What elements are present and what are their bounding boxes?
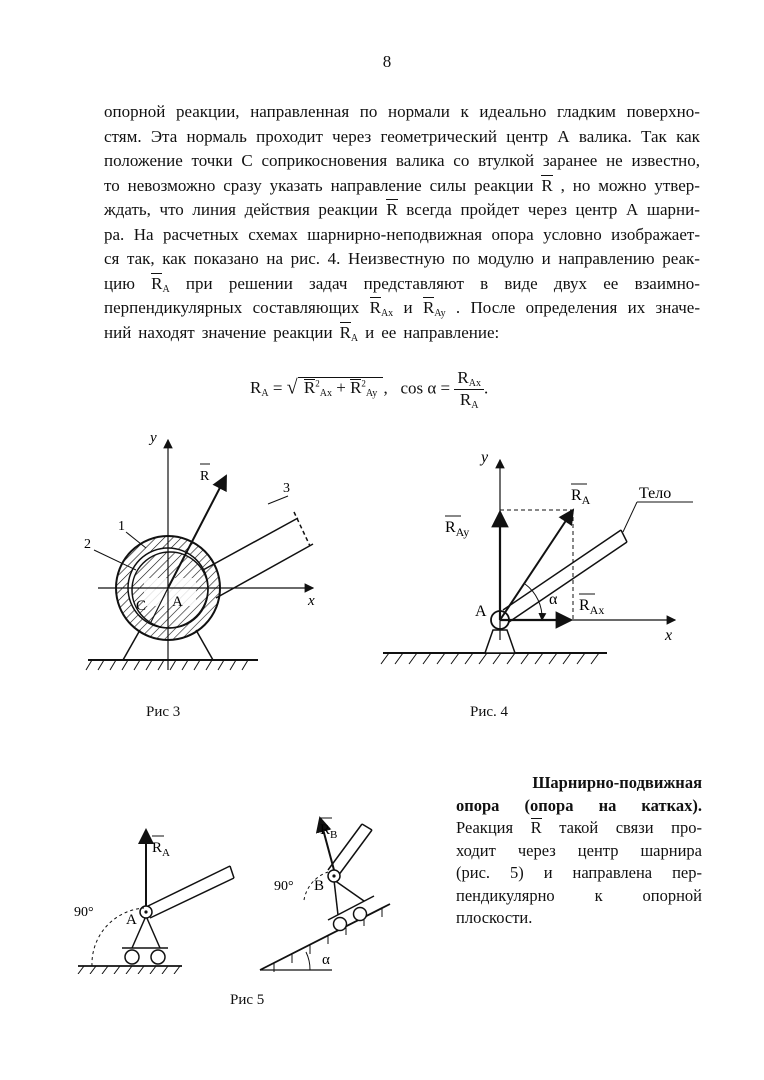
paragraph-line: опорной реакции, направленная по нормали к идеально гладким поверхно- bbox=[104, 102, 700, 121]
side-line: плоскости. bbox=[456, 908, 533, 927]
formula-separator: , bbox=[383, 378, 388, 398]
side-line: Реакция R такой связи про- bbox=[456, 817, 702, 840]
fig3-y-label: y bbox=[150, 430, 157, 446]
paragraph-line: ся так, как показано на рис. 4. Неизвестную по модулю и направлению реак- bbox=[104, 249, 700, 268]
formula-radicand: $R^2_{Ax} + R^2_{Ay}$ bbox=[298, 377, 384, 397]
fig4-y-label: y bbox=[481, 449, 489, 466]
paragraph-line: положение точки С соприкосновения валика со втулкой заранее не известно, bbox=[104, 151, 700, 170]
fig3-force-label: R bbox=[200, 469, 210, 484]
fig4-ray-label: $R_{Ay}$ bbox=[445, 519, 470, 539]
paragraph-line: ний находят значение реакции $R_A$ и ее направление: bbox=[104, 322, 500, 344]
formula-sqrt-sign: √ bbox=[286, 376, 298, 399]
fig5-rb-label: $R_B$ bbox=[320, 822, 338, 841]
fig5-angle-b: 90° bbox=[274, 879, 294, 894]
fig3-point-c: C bbox=[136, 598, 147, 614]
formula-lhs: $R_A$ bbox=[250, 378, 269, 400]
fig3-label-1: 1 bbox=[118, 519, 125, 534]
paragraph-line: перпендикулярных составляющих $R_{Ax}$ и $R_{Ay}$ . После определения их значе- bbox=[104, 298, 700, 319]
fig5-caption-text: Рис 5 bbox=[230, 992, 265, 1008]
paragraph-line: стям. Эта нормаль проходит через геометрический центр А валика. Так как bbox=[104, 126, 700, 146]
body-paragraph bbox=[104, 100, 700, 345]
side-line: (рис. 5) и направлена пер- bbox=[456, 863, 702, 882]
fig3-label-2: 2 bbox=[84, 537, 91, 552]
figure-4 bbox=[375, 440, 705, 680]
formula-fraction: $R_{Ax}$ $R_A$ bbox=[454, 368, 484, 411]
body-bar bbox=[503, 530, 627, 622]
reaction-formula bbox=[250, 368, 550, 418]
fig5-alpha: α bbox=[322, 952, 330, 968]
formula-eq: = bbox=[272, 378, 283, 398]
fig5-point-a: A bbox=[126, 912, 137, 928]
fig4-caption-text: Рис. 4 bbox=[470, 704, 509, 720]
fig3-point-a: A bbox=[172, 594, 183, 610]
side-line: Шарнирно-подвижная bbox=[532, 773, 702, 792]
fig3-label-3: 3 bbox=[283, 481, 290, 496]
fig4-rax-label: $R_{Ax}$ bbox=[579, 597, 605, 617]
formula-cos: cos α = bbox=[400, 378, 451, 398]
fig3-caption-text: Рис 3 bbox=[146, 704, 181, 720]
fig4-point-a: A bbox=[475, 603, 487, 620]
fig3-x-label: x bbox=[308, 593, 315, 609]
page-number: 8 bbox=[382, 52, 392, 71]
side-line: пендикулярно к опорной bbox=[456, 885, 702, 905]
fig5-angle-a: 90° bbox=[74, 905, 94, 920]
paragraph-line: ра. На расчетных схемах шарнирно-неподвижная опора условно изображает- bbox=[104, 224, 700, 244]
side-paragraph bbox=[456, 772, 702, 930]
fig4-body-label: Тело bbox=[639, 485, 672, 502]
paragraph-line: ждать, что линия действия реакции R всегда пройдет через центр А шарни- bbox=[104, 198, 700, 223]
fig4-x-label: x bbox=[665, 627, 673, 644]
side-line: ходит через центр шарнира bbox=[456, 840, 702, 860]
fig5-point-b: B bbox=[314, 878, 325, 894]
figure-5 bbox=[70, 804, 410, 974]
paragraph-line: то невозможно сразу указать направление силы реакции R , но можно утвер- bbox=[104, 174, 700, 199]
fig4-alpha: α bbox=[549, 591, 558, 608]
figure-3 bbox=[78, 420, 348, 690]
fig4-ra-label: $R_A$ bbox=[571, 487, 591, 507]
paragraph-line: цию $R_A$ при решении задач представляют в виде двух ее взаимно- bbox=[104, 273, 700, 295]
side-line: опора (опора на катках). bbox=[456, 795, 702, 815]
formula-end: . bbox=[483, 378, 489, 398]
fig5-ra-label: $R_A$ bbox=[152, 840, 170, 859]
